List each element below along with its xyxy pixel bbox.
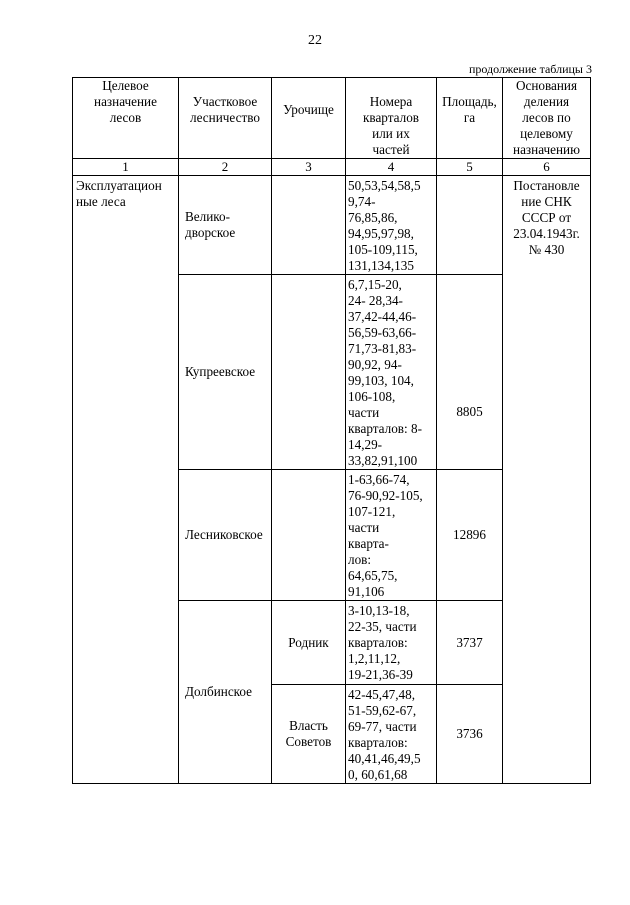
purpose-cell: Эксплуатацион ные леса <box>73 176 179 784</box>
column-number-row <box>73 159 591 176</box>
header-tract: Урочище <box>272 78 346 159</box>
tract-cell: Власть Советов <box>272 685 346 784</box>
quarters-cell: 6,7,15-20, 24- 28,34- 37,42-44,46- 56,59-63,66- 71,73-81,83- 90,92, 94- 99,103, 104, 106-108, части кварталов: 8- 14,29- 33,82,91,100 <box>346 275 437 470</box>
tract-cell <box>272 275 346 470</box>
quarters-cell: 1-63,66-74, 76-90,92-105, 107-121, части кварта- лов: 64,65,75, 91,106 <box>346 470 437 601</box>
forestry-cell: Лесниковское <box>179 470 272 601</box>
area-cell: 3736 <box>437 685 503 784</box>
tract-cell <box>272 470 346 601</box>
quarters-cell: 50,53,54,58,5 9,74- 76,85,86, 94,95,97,98, 105-109,115, 131,134,135 <box>346 176 437 275</box>
quarters-cell: 3-10,13-18, 22-35, части кварталов: 1,2,11,12, 19-21,36-39 <box>346 601 437 685</box>
column-number: 4 <box>346 159 437 176</box>
forestry-cell: Долбинское <box>179 601 272 784</box>
forestry-cell: Купреевское <box>179 275 272 470</box>
page-number: 22 <box>308 33 322 48</box>
header-area: Площадь, га <box>437 78 503 159</box>
area-cell: 3737 <box>437 601 503 685</box>
column-number: 6 <box>503 159 591 176</box>
header-quarters: Номера кварталов или их частей <box>346 78 437 159</box>
column-number: 1 <box>73 159 179 176</box>
area-cell: 12896 <box>437 470 503 601</box>
header-forestry: Участковое лесничество <box>179 78 272 159</box>
forestry-cell: Велико- дворское <box>179 176 272 275</box>
tract-cell: Родник <box>272 601 346 685</box>
forest-purpose-table <box>72 77 591 784</box>
column-number: 5 <box>437 159 503 176</box>
basis-cell: Постановле ние СНК СССР от 23.04.1943г. № 430 <box>503 176 591 784</box>
table-continuation-label: продолжение таблицы 3 <box>468 62 592 76</box>
table-row <box>73 176 591 275</box>
header-basis: Основания деления лесов по целевому назначению <box>503 78 591 159</box>
area-cell: 8805 <box>437 275 503 470</box>
column-number: 2 <box>179 159 272 176</box>
header-purpose: Целевое назначение лесов <box>73 78 179 159</box>
table-header-row <box>73 78 591 159</box>
area-cell <box>437 176 503 275</box>
tract-cell <box>272 176 346 275</box>
column-number: 3 <box>272 159 346 176</box>
quarters-cell: 42-45,47,48, 51-59,62-67, 69-77, части кварталов: 40,41,46,49,5 0, 60,61,68 <box>346 685 437 784</box>
